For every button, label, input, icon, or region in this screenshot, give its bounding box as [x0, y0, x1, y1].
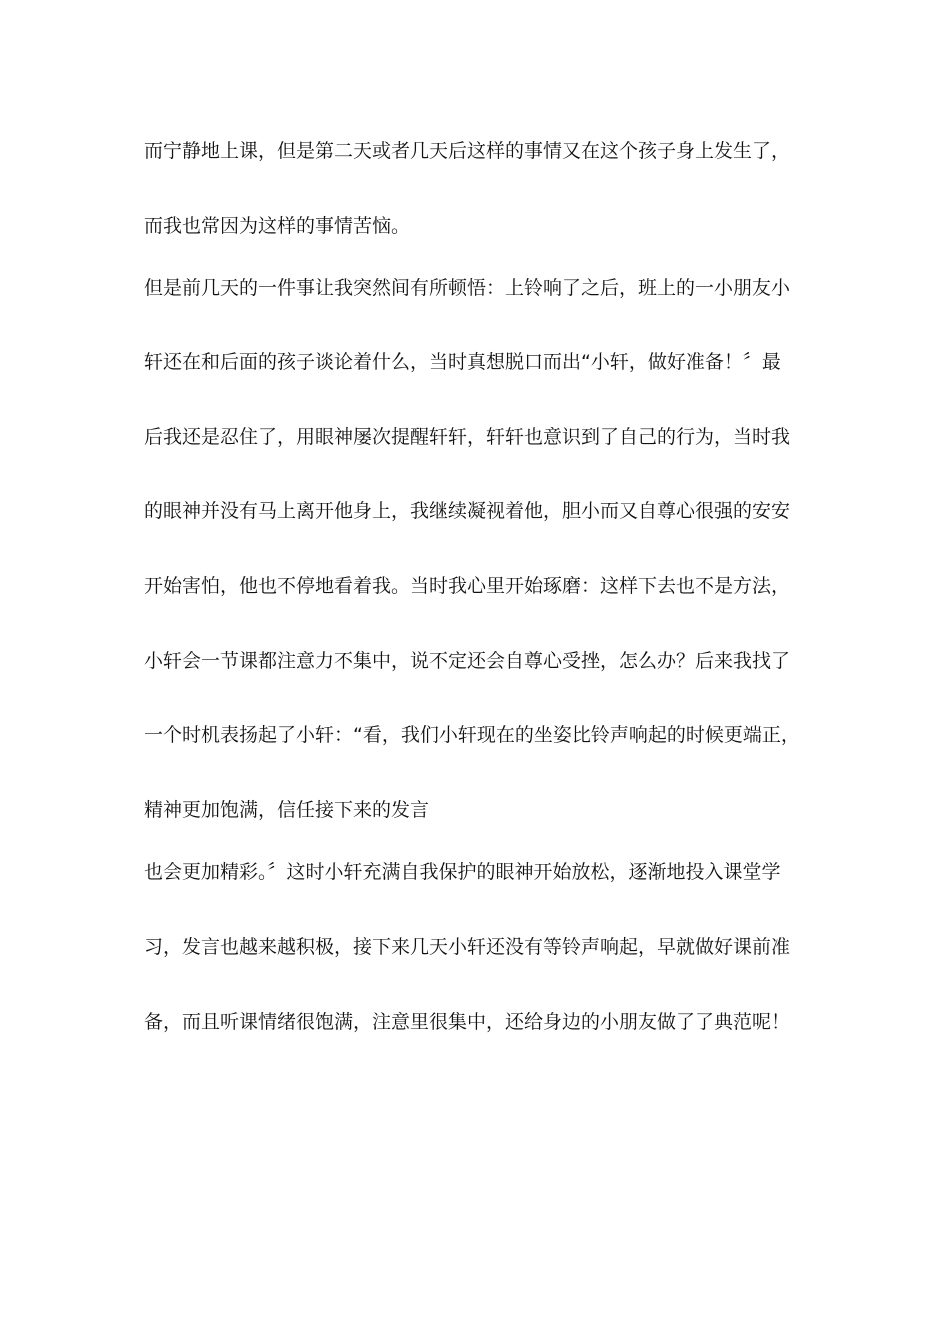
paragraph-line: 而我也常因为这样的事情苦恼。 [144, 215, 411, 237]
paragraph-line: 的眼神并没有马上离开他身上，我继续凝视着他，胆小而又自尊心很强的安安 [144, 500, 791, 522]
paragraph-line: 一个时机表扬起了小轩：“看，我们小轩现在的坐姿比铃声响起的时候更端正， [144, 724, 800, 746]
paragraph-line: 开始害怕，他也不停地看着我。当时我心里开始琢磨：这样下去也不是方法， [144, 575, 791, 597]
paragraph-line: 后我还是忍住了，用眼神屡次提醒轩轩，轩轩也意识到了自己的行为，当时我 [144, 426, 791, 448]
paragraph-line: 精神更加饱满，信任接下来的发言 [144, 799, 430, 821]
paragraph-line: 而宁静地上课，但是第二天或者几天后这样的事情又在这个孩子身上发生了， [144, 140, 791, 162]
paragraph-line: 但是前几天的一件事让我突然间有所顿悟：上铃响了之后，班上的一小朋友小 [144, 277, 791, 299]
paragraph-line: 习，发言也越来越积极，接下来几天小轩还没有等铃声响起，早就做好课前准 [144, 936, 791, 958]
paragraph-line: 也会更加精彩。〞这时小轩充满自我保护的眼神开始放松，逐渐地投入课堂学 [144, 861, 781, 883]
paragraph-line: 小轩会一节课都注意力不集中，说不定还会自尊心受挫，怎么办？后来我找了 [144, 650, 791, 672]
paragraph-line: 轩还在和后面的孩子谈论着什么，当时真想脱口而出“小轩，做好准备！〞最 [144, 351, 781, 373]
paragraph-line: 备，而且听课情绪很饱满，注意里很集中，还给身边的小朋友做了了典范呢！ [144, 1011, 791, 1033]
